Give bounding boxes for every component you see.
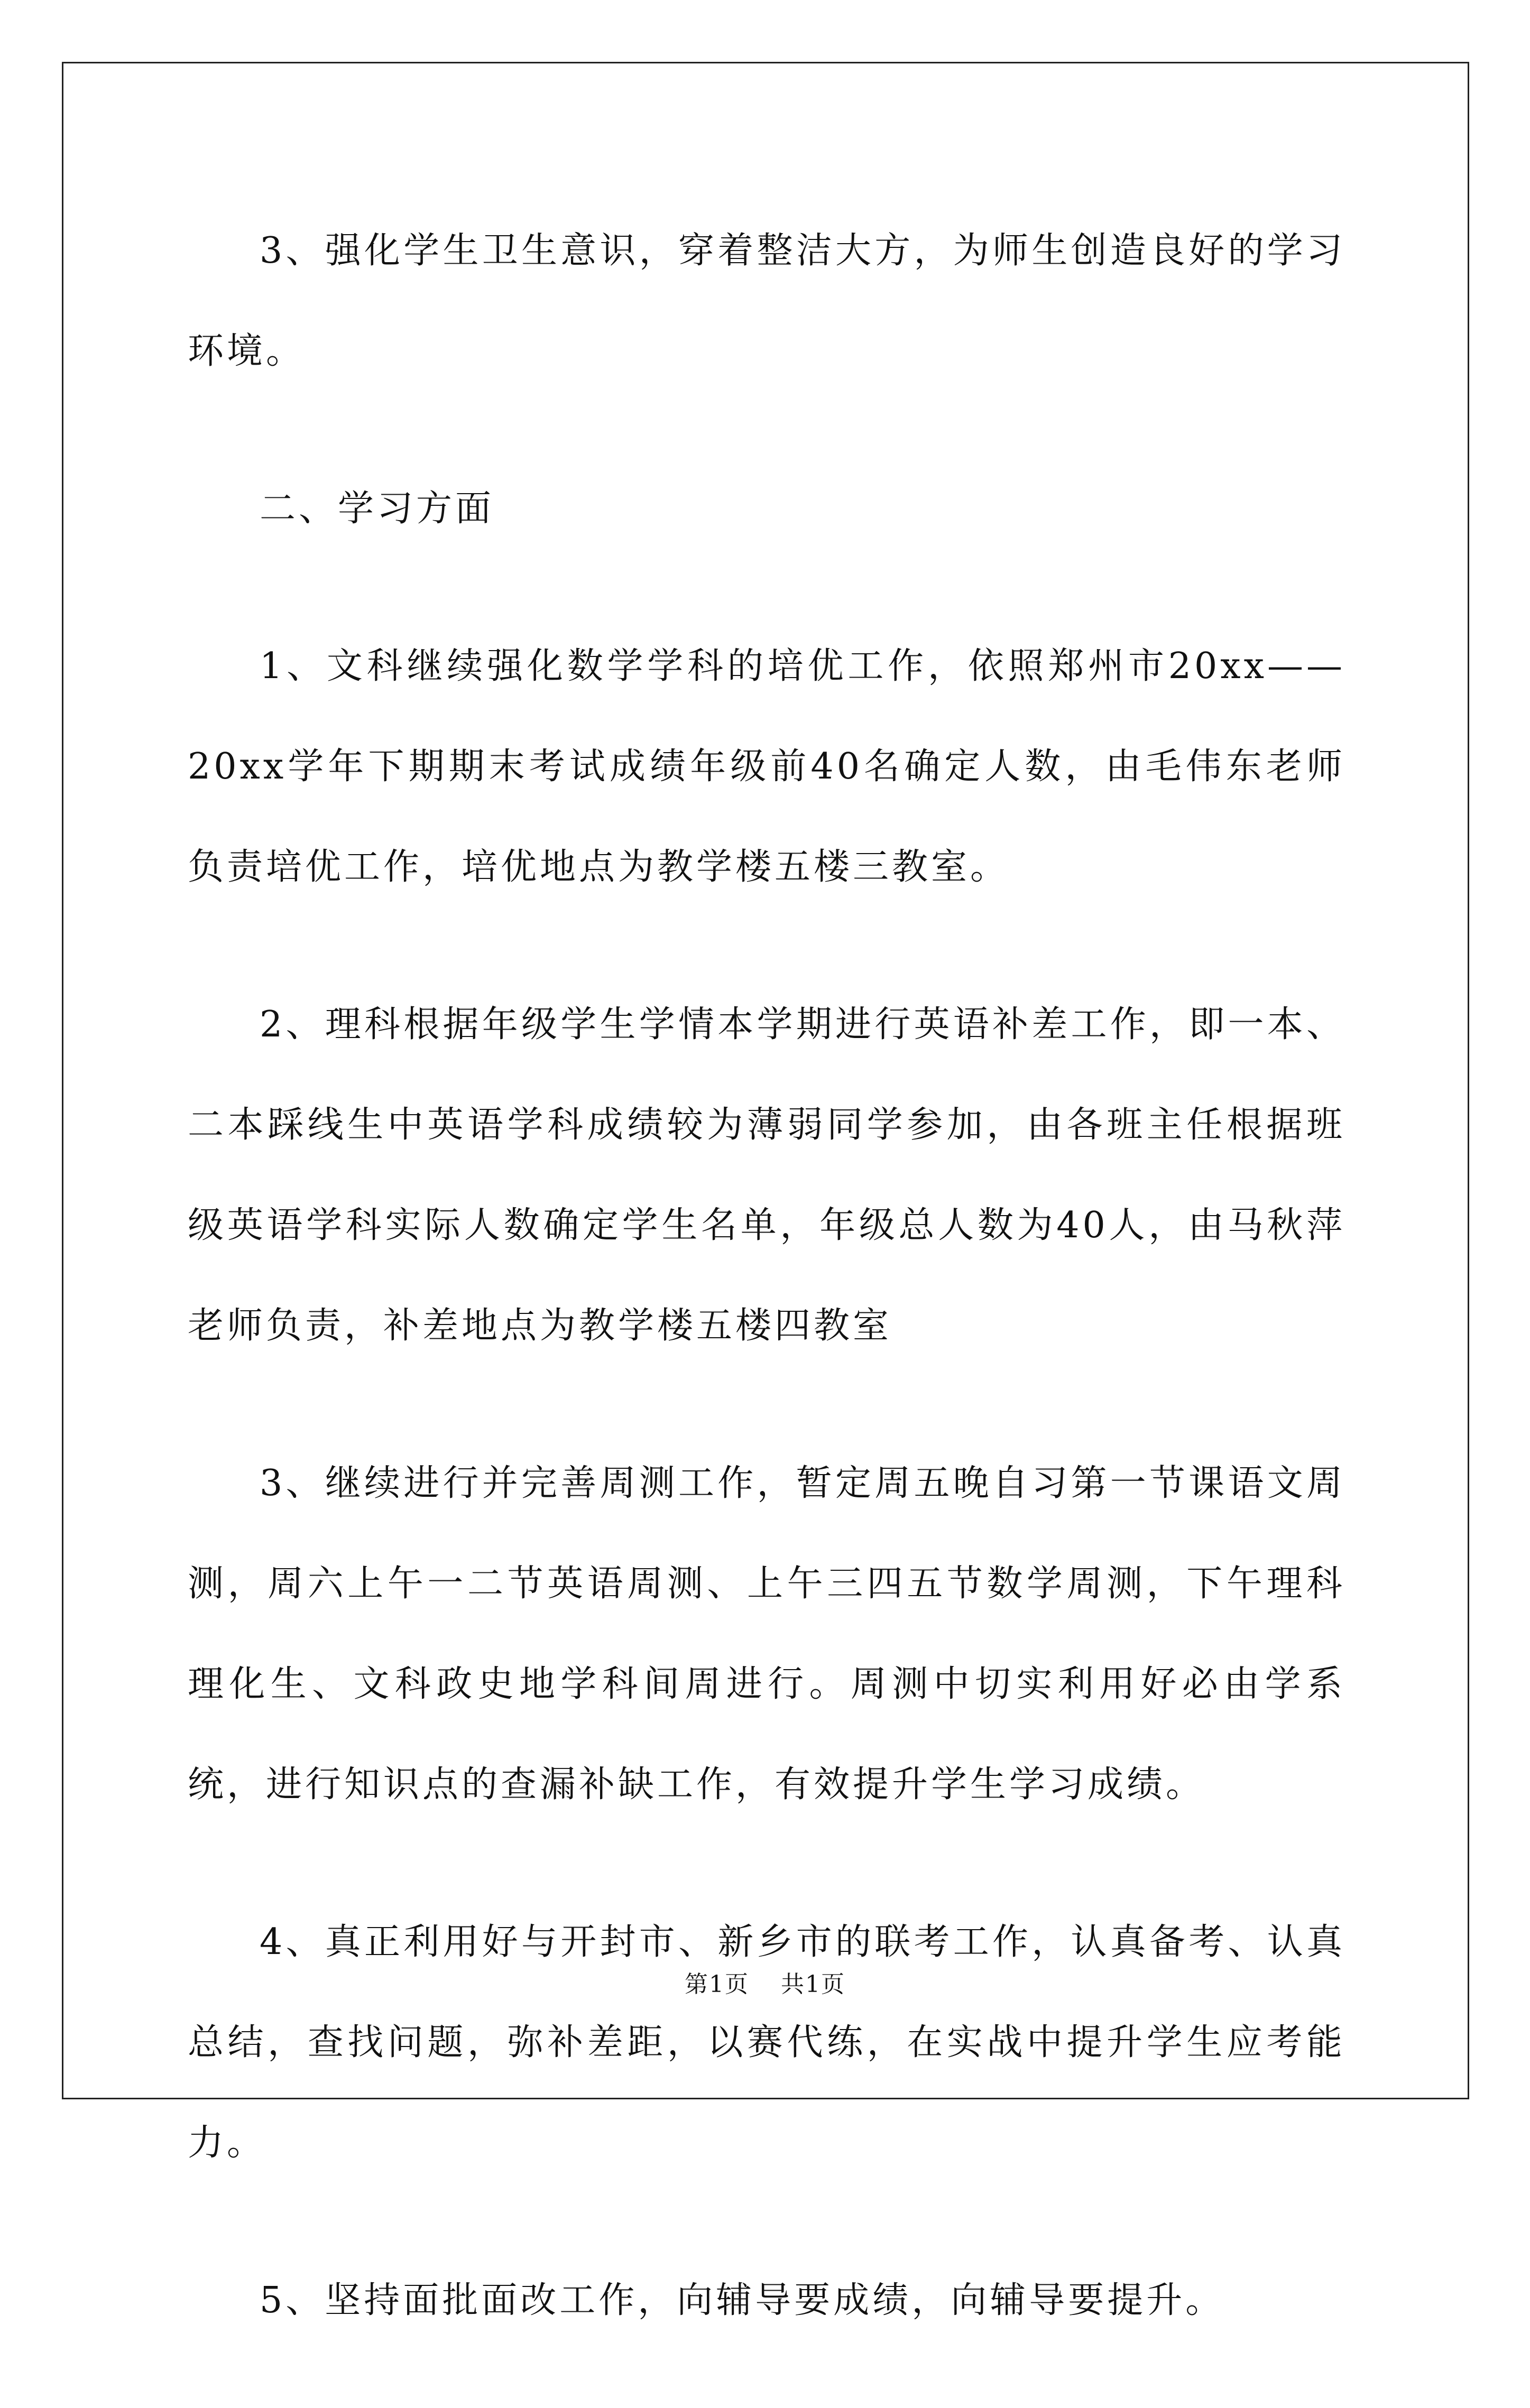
paragraph-weekly-tests: 3、继续进行并完善周测工作，暂定周五晚自习第一节课语文周测，周六上午一二节英语周测、上午三四五节数学周测，下午理科理化生、文科政史地学科间周进行。周测中切实利用好必由学系统，进行知识点的查漏补缺工作，有效提升学生学习成绩。	[188, 1462, 1345, 1805]
document-body	[188, 201, 1345, 2408]
page-total: 共1页	[781, 1971, 845, 1998]
paragraph-face-to-face-grading: 5、坚持面批面改工作，向辅导要成绩，向辅导要提升。	[260, 2280, 1225, 2321]
page-number: 第1页	[685, 1971, 749, 1998]
paragraph-joint-exams: 4、真正利用好与开封市、新乡市的联考工作，认真备考、认真总结，查找问题，弥补差距，以赛代练，在实战中提升学生应考能力。	[188, 1921, 1345, 2164]
paragraph-science-english: 2、理科根据年级学生学情本学期进行英语补差工作，即一本、二本踩线生中英语学科成绩较为薄弱同学参加，由各班主任根据班级英语学科实际人数确定学生名单，年级总人数为40人，由马秋萍老师负责，补差地点为教学楼五楼四教室	[188, 1004, 1345, 1347]
section-heading-study: 二、学习方面	[260, 488, 495, 530]
page-footer	[0, 1969, 1530, 2001]
paragraph-liberal-arts-math: 1、文科继续强化数学学科的培优工作，依照郑州市20xx——20xx学年下期期末考试成绩年级前40名确定人数，由毛伟东老师负责培优工作，培优地点为教学楼五楼三教室。	[188, 645, 1345, 888]
paragraph-hygiene: 3、强化学生卫生意识，穿着整洁大方，为师生创造良好的学习环境。	[188, 230, 1345, 372]
